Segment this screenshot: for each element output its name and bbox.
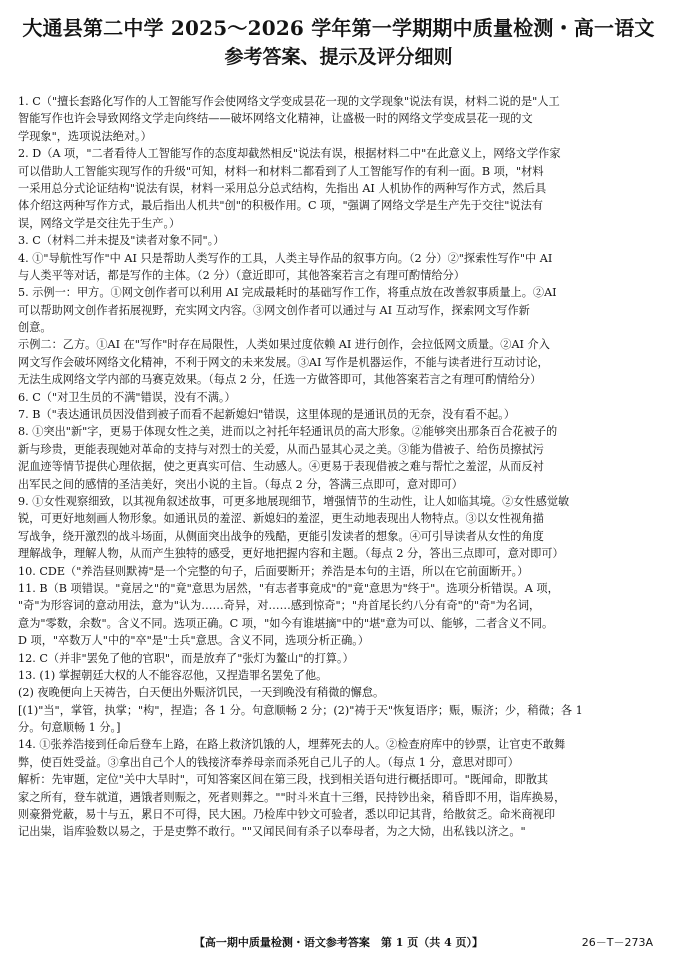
text-line: 14. ①张养浩接到任命后登车上路，在路上救济饥饿的人，埋葬死去的人。②检查府库中的钞票，让官吏不敢舞	[18, 738, 566, 752]
text-line: 弊，使百姓受益。③拿出自己个人的钱接济奉养母亲而杀死自己儿子的人。（每点 1 分，意思对即可）	[18, 755, 519, 769]
text-line: 泥血迹等情节提供心理依据，使之更真实可信、生动感人。④更易于表现借被之难与帮忙之羞涩，从而反衬	[18, 460, 544, 474]
text-line: 6. C（"对卫生员的不满"错误，没有不满。）	[18, 390, 236, 404]
document-subtitle: 参考答案、提示及评分细则	[224, 46, 453, 68]
text-line: 理解战争，理解人物，从而产生独特的感受，更好地把握内容和主题。（每点 2 分，答出三点即可，意对即可）	[18, 547, 564, 561]
text-line: 写战争，绕开激烈的战斗场面，从侧面突出战争的残酷，更能引发读者的想象。④可引导读者从女性的角度	[18, 529, 544, 543]
footer-doc-code: 26－T－273A	[581, 936, 653, 949]
text-line: 一采用总分式论证结构"说法有误，材料一采用总分总式结构，先指出 AI 人机协作的两种写作方式，然后具	[18, 181, 547, 195]
text-line: 12. C（并非"罢免了他的官职"，而是放弃了"张灯为鳌山"的打算。）	[18, 651, 354, 665]
text-line: 误，网络文学是交往先于生产。）	[18, 216, 181, 230]
text-line: 1. C（"擅长套路化写作的人工智能写作会使网络文学变成昙花一现的文学现象"说法有误，材料二说的是"人工	[18, 95, 560, 108]
text-line: 2. D（A 项，"二者看待人工智能写作的态度却截然相反"说法有误，根据材料二中"在此意义上，网络文学作家	[18, 147, 561, 161]
text-line: [(1)"当"，掌管，执掌；"构"，捏造；各 1 分。句意顺畅 2 分；(2)"祷于天"恢复语序；赈，赈济；少，稍微；各 1	[18, 703, 583, 717]
document-title: 大通县第二中学 2025～2026 学年第一学期期中质量检测・高一语文	[22, 16, 655, 40]
text-line: 记出粜，诣库验数以易之，于是吏弊不敢行。""又闻民间有杀子以奉母者，为之大恸，出私钱以济之。"	[18, 825, 526, 839]
text-line: 体介绍这两种写作方式，最后指出人机共"创"的积极作用。C 项，"强调了网络文学是生产先于交往"说法有	[18, 199, 543, 213]
text-line: (2) 夜晚便向上天祷告，白天便出外赈济饥民，一天到晚没有稍微的懈怠。	[18, 686, 385, 700]
text-line: 智能写作也许会导致网络文学走向终结——破坏网络文化精神，让盛极一时的网络文学变成昙花一现的文	[18, 112, 533, 126]
text-line: 家之所有，登车就道，遇饿者则赈之，死者则葬之。""时斗米直十三缗，民持钞出籴，稍昏即不用，诣库换易，	[18, 790, 566, 804]
text-line: 8. ①突出"新"字，更易于体现女性之美，进而以之衬托年轻通讯员的高大形象。②能够突出那条百合花被子的	[18, 425, 558, 439]
text-line: 解析：先审题，定位"关中大旱时"，可知答案区间在第三段，找到相关语句进行概括即可。"既闻命，即散其	[18, 773, 549, 787]
text-line: 意为"零数，余数"。含义不同。选项正确。C 项，"如今有谁堪摘"中的"堪"意为可以、能够，二者含义不同。	[18, 616, 554, 630]
text-line: 4. ①"导航性写作"中 AI 只是帮助人类写作的工具，人类主导作品的叙事方向。（2 分）②"探索性写作"中 AI	[18, 251, 553, 265]
text-line: 13. (1) 掌握朝廷大权的人不能容忍他，又捏造罪名罢免了他。	[18, 668, 328, 682]
text-line: D 项，"卒数万人"中的"卒"是"士兵"意思。含义不同，选项分析正确。）	[18, 634, 370, 648]
text-line: 可以帮助网文创作者拓展视野，充实网文内容。③网文创作者可以通过与 AI 互动写作，探索网文写作新	[18, 303, 530, 317]
answer-content	[18, 93, 658, 841]
text-line: 学现象"，选项说法绝对。）	[18, 129, 152, 143]
text-line: 锐，可更好地刻画人物形象。如通讯员的羞涩、新媳妇的羞涩，更生动地表现出人物特点。③以女性视角描	[18, 512, 544, 526]
text-line: 则豪猾党蔽，易十与五，累日不可得，民大困。乃检库中钞文可验者，悉以印记其背，给散贫乏。命米商视印	[18, 808, 556, 822]
text-line: 新与珍贵，更能表现她对革命的支持与对烈士的关爱，从而凸显其心灵之美。③能为借被子、给伤员擦拭污	[18, 442, 544, 456]
text-line: 示例二：乙方。①AI 在"写作"时存在局限性，人类如果过度依赖 AI 进行创作，会拉低网文质量。②AI 介入	[18, 338, 550, 352]
footer-page-info: 【高一期中质量检测・语文参考答案 第 1 页（共 4 页）】	[193, 936, 484, 949]
text-line: 5. 示例一：甲方。①网文创作者可以利用 AI 完成最耗时的基础写作工作，将重点放在改善叙事质量上。②AI	[18, 286, 557, 300]
text-line: 10. CDE（"养浩昼则默祷"是一个完整的句子，后面要断开；养浩是本句的主语，所以在它前面断开。）	[18, 564, 529, 578]
text-line: 与人类平等对话，都是写作的主体。（2 分）（意近即可，其他答案若言之有理可酌情给分）	[18, 268, 465, 282]
text-line: 可以借助人工智能实现写作的升级"可知，材料一和材料二都看到了人工智能写作的有利一面。B 项，"材料	[18, 164, 544, 178]
text-line: "奇"为形容词的意动用法，意为"认为……奇异，对……感到惊奇"；"舟首尾长约八分有奇"的"奇"为名词，	[18, 599, 541, 613]
text-line: 11. B（B 项错误。"竟居之"的"竟"意思为居然，"有志者事竟成"的"竟"意思为"终于"。选项分析错误。A 项，	[18, 581, 559, 595]
text-line: 7. B（"表达通讯员因没借到被子而看不起新媳妇"错误，这里体现的是通讯员的无奈，没有看不起。）	[18, 408, 516, 422]
text-line: 3. C（材料二并未提及"读者对象不同"。）	[18, 234, 225, 248]
text-line: 分。句意顺畅 1 分。]	[18, 721, 121, 735]
text-line: 网文写作会破坏网络文化精神，不利于网文的未来发展。③AI 写作是机器运作，不能与读者进行互动讨论，	[18, 355, 549, 369]
text-line: 9. ①女性观察细致，以其视角叙述故事，可更多地展现细节，增强情节的生动性，让人如临其境。②女性感觉敏	[18, 494, 570, 508]
page-footer	[0, 934, 677, 952]
text-line: 创意。	[18, 321, 52, 335]
text-line: 无法生成网络文学内部的马赛克效果。（每点 2 分，任选一方做答即可，其他答案若言之有理可酌情给分）	[18, 373, 542, 387]
text-line: 出军民之间的感情的圣洁美好，突出小说的主旨。（每点 2 分，答满三点即可，意对即可）	[18, 477, 463, 491]
